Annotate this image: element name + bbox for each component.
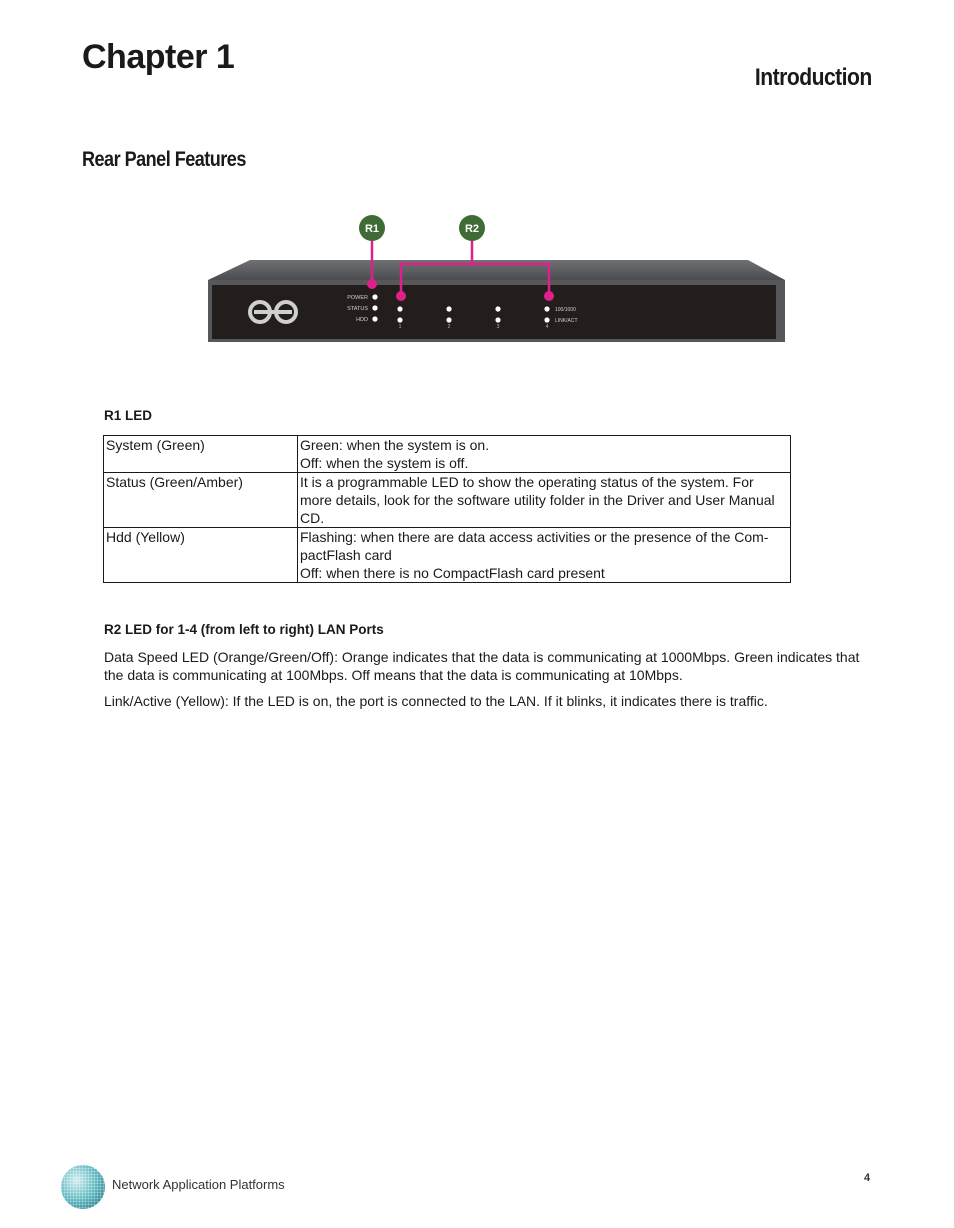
port-number-4: 4 [545,324,549,330]
led-power [372,294,377,299]
callout-label-r2: R2 [464,223,480,235]
led-description-cell [298,436,791,473]
footer-company: Network Application Platforms [112,1177,285,1192]
led-status [372,305,377,310]
panel-label-hdd: HDD [356,317,368,323]
subsection-title: Rear Panel Features [82,148,246,171]
panel-label-link: LINK/ACT [555,318,578,324]
r1-heading: R1 LED [104,408,153,423]
panel-label-speed: 100/1000 [555,307,576,313]
page-number: 4 [864,1172,871,1184]
led-hdd [372,316,377,321]
panel-label-status: STATUS [347,306,368,312]
r2-heading: R2 LED for 1-4 (from left to right) LAN Ports [104,622,384,637]
table-row [104,473,791,528]
link-active-paragraph: Link/Active (Yellow): If the LED is on, the port is connected to the LAN. If it blinks, it indicates there is traffic. [104,693,768,709]
callout-label-r1: R1 [364,223,380,235]
callout-dot-r2-right [544,291,554,301]
callout-dot-r2-left [396,291,406,301]
section-title: Introduction [755,64,872,91]
globe-logo-icon [60,1164,106,1210]
port-number-3: 3 [496,324,500,330]
chapter-title: Chapter 1 [82,38,235,76]
description-line: Off: when there is no CompactFlash card present [300,565,605,581]
table-row [104,436,791,473]
led-name-cell: Status (Green/Amber) [104,473,298,528]
description-line: Off: when the system is off. [300,455,469,471]
table-row [104,528,791,583]
data-speed-paragraph: Data Speed LED (Orange/Green/Off): Orange indicates that the data is communicating at 1000Mbps. Green indicates that the data is communicating at 100Mbps. Off means that the data is communicating at 10Mbps. [104,649,860,683]
port-number-1: 1 [398,324,402,330]
description-line: It is a programmable LED to show the operating status of the system. For more details, look for the software utility folder in the Driver and User Manual CD. [300,474,775,526]
rear-panel-figure [200,208,790,348]
description-line: Green: when the system is on. [300,437,490,453]
callout-dot-r1 [367,279,377,289]
led-name-cell: System (Green) [104,436,298,473]
description-line: Flashing: when there are data access activities or the presence of the Com- pactFlash card [300,529,769,563]
panel-label-power: POWER [347,295,368,301]
port-number-2: 2 [447,324,451,330]
led-description-cell [298,473,791,528]
led-description-cell [298,528,791,583]
led-name-cell: Hdd (Yellow) [104,528,298,583]
r1-led-table [103,435,791,583]
